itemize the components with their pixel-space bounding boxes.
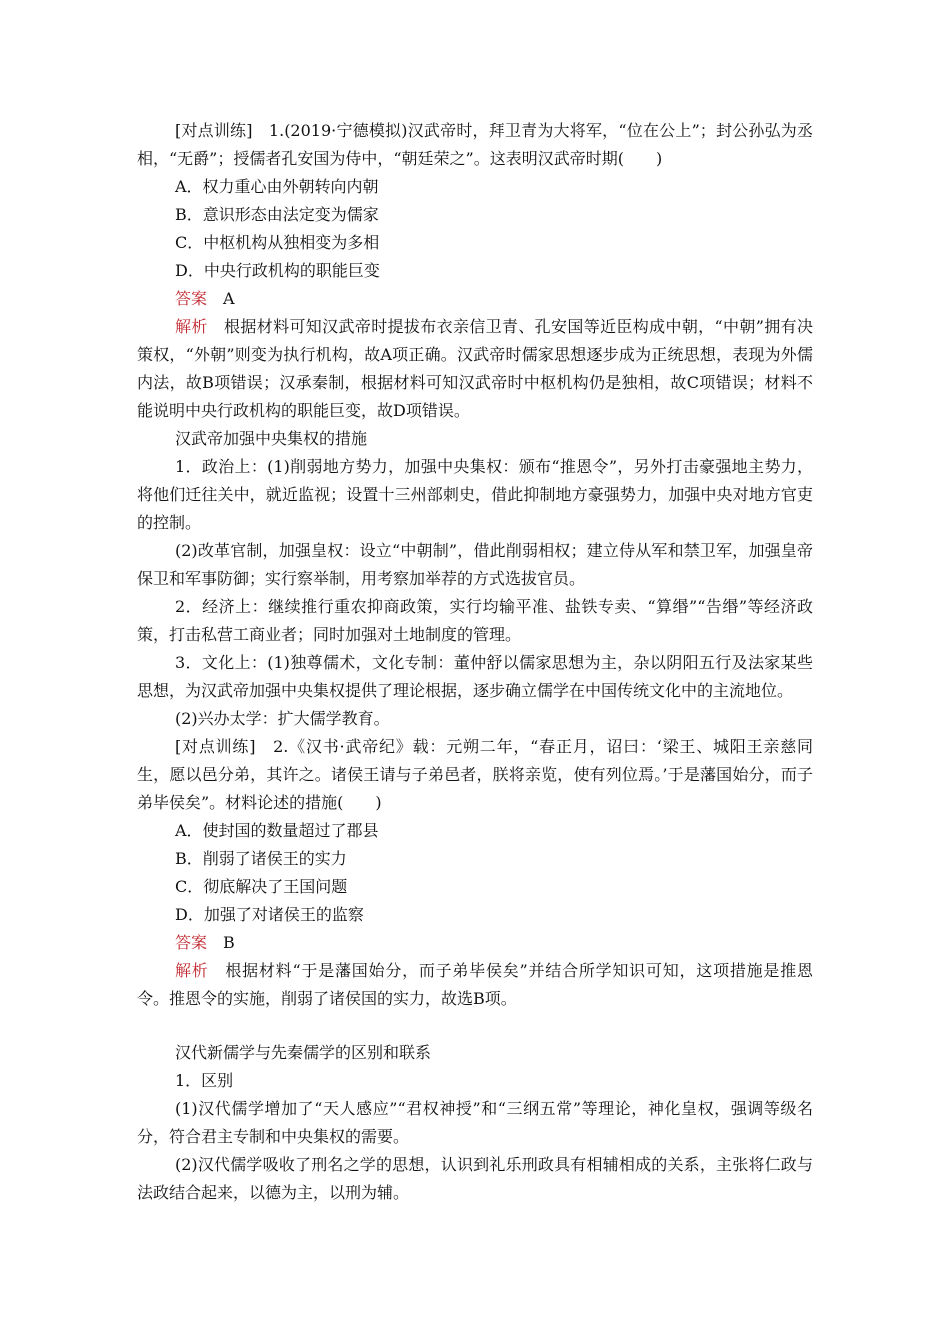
section-1-title: 汉武帝加强中央集权的措施 [175,429,368,448]
analysis-label: 解析 [175,961,209,980]
section-2-para: (1)汉代儒学增加了“天人感应”“君权神授”和“三纲五常”等理论，神化皇权，强调等级名分，符合君主专制和中央集权的需要。 [137,1099,813,1146]
question-2-option-c: C．彻底解决了王国问题 [175,877,348,896]
question-2-analysis: 解析 根据材料“于是藩国始分，而子弟毕侯矣”并结合所学知识可知，这项措施是推恩令。推恩令的实施，削弱了诸侯国的实力，故选B项。 [137,961,813,1008]
answer-label: 答案 [175,933,208,952]
question-1-option-a: A．权力重心由外朝转向内朝 [175,177,379,196]
section-1-para: 2．经济上：继续推行重农抑商政策，实行均输平准、盐铁专卖、“算缗”“告缗”等经济政策，打击私营工商业者；同时加强对土地制度的管理。 [137,597,813,644]
section-1-para: (2)改革官制，加强皇权：设立“中朝制”，借此削弱相权；建立侍从军和禁卫军，加强皇帝保卫和军事防御；实行察举制，用考察加举荐的方式选拔官员。 [137,541,813,588]
section-1-para: 3．文化上：(1)独尊儒术，文化专制：董仲舒以儒家思想为主，杂以阴阳五行及法家某些思想，为汉武帝加强中央集权提供了理论根据，逐步确立儒学在中国传统文化中的主流地位。 [137,653,813,700]
question-2-tag: [对点训练] [175,737,256,756]
document-page [137,117,813,1207]
question-1-option-d: D．中央行政机构的职能巨变 [175,261,380,280]
question-2-answer: 答案 B [175,933,235,952]
section-1-para: 1．政治上：(1)削弱地方势力，加强中央集权：颁布“推恩令”，另外打击豪强地主势力，将他们迁往关中，就近监视；设置十三州部刺史，借此抑制地方豪强势力，加强中央对地方官吏的控制。 [137,457,813,532]
section-2-para: (2)汉代儒学吸收了刑名之学的思想，认识到礼乐刑政具有相辅相成的关系，主张将仁政与法政结合起来，以德为主，以刑为辅。 [137,1155,813,1202]
question-1-answer: 答案 A [175,289,235,308]
section-1-para: (2)兴办太学：扩大儒学教育。 [175,709,390,728]
answer-label: 答案 [175,289,208,308]
question-1-stem: [对点训练] 1.(2019·宁德模拟)汉武帝时，拜卫青为大将军，“位在公上”；封公孙弘为丞相，“无爵”；授儒者孔安国为侍中，“朝廷荣之”。这表明汉武帝时期( ) [137,121,813,168]
section-2-title: 汉代新儒学与先秦儒学的区别和联系 [175,1043,432,1062]
question-2-option-a: A．使封国的数量超过了郡县 [175,821,379,840]
question-1-analysis: 解析 根据材料可知汉武帝时提拔布衣亲信卫青、孔安国等近臣构成中朝，“中朝”拥有决策权，“外朝”则变为执行机构，故A项正确。汉武帝时儒家思想逐步成为正统思想，表现为外儒内法，故B项错误；汉承秦制，根据材料可知汉武帝时中枢机构仍是独相，故C项错误；材料不能说明中央行政机构的职能巨变，故D项错误。 [137,317,813,420]
question-2-option-b: B．削弱了诸侯王的实力 [175,849,347,868]
question-2-stem: [对点训练] 2.《汉书·武帝纪》载：元朔二年，“春正月，诏曰：‘梁王、城阳王亲慈同生，愿以邑分弟，其许之。诸侯王请与子弟邑者，朕将亲览，使有列位焉。’于是藩国始分，而子弟毕侯矣”。材料论述的措施( ) [137,737,813,812]
analysis-label: 解析 [175,317,208,336]
section-spacer [137,1013,813,1039]
section-2-para: 1．区别 [175,1071,234,1090]
question-1-option-c: C．中枢机构从独相变为多相 [175,233,380,252]
question-1-tag: [对点训练] [175,121,253,140]
question-1-option-b: B．意识形态由法定变为儒家 [175,205,379,224]
question-2-option-d: D．加强了对诸侯王的监察 [175,905,364,924]
